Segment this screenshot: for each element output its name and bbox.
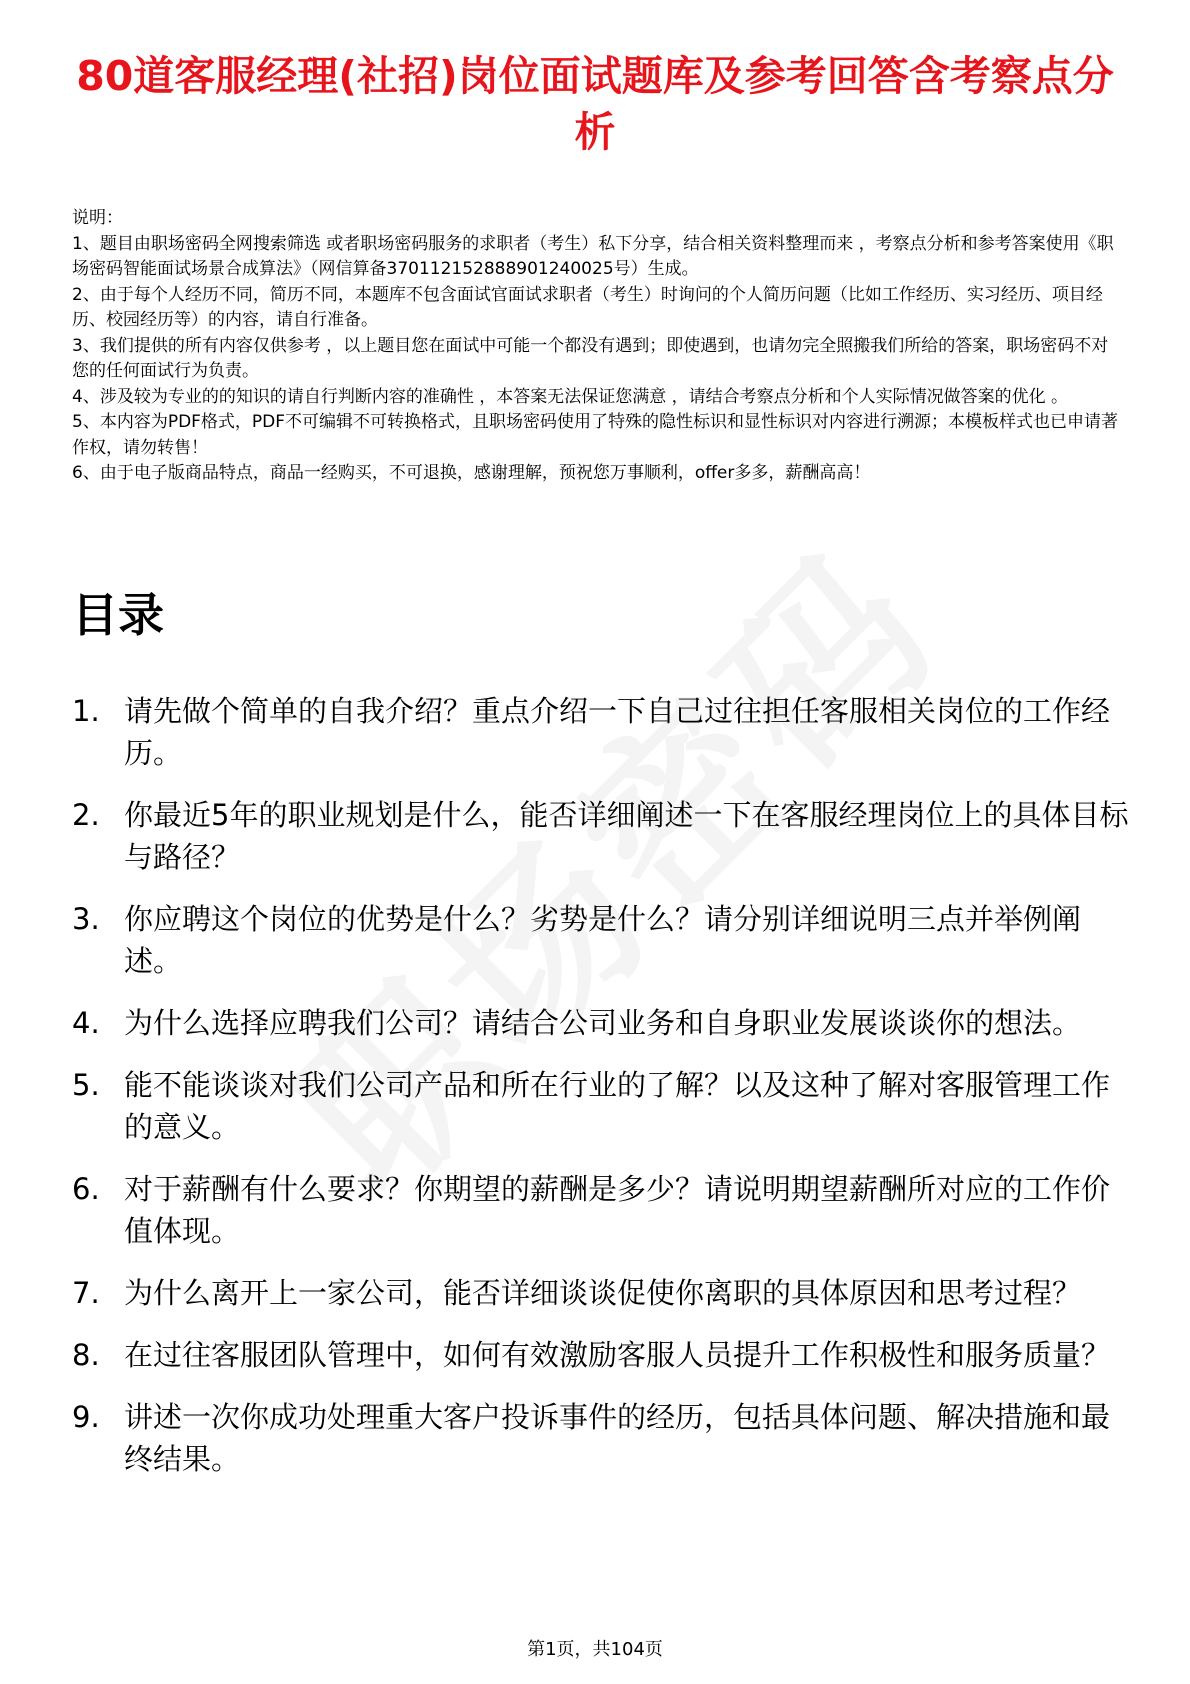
toc-item-number: 1.	[72, 694, 100, 728]
toc-item[interactable]	[72, 1334, 1132, 1376]
notes-item: 3、我们提供的所有内容仅供参考 ，以上题目您在面试中可能一个都没有遇到；即使遇到，也请勿完全照搬我们所给的答案，职场密码不对您的任何面试行为负责。	[72, 335, 1109, 381]
toc-item-number: 6.	[72, 1172, 100, 1206]
toc-item[interactable]	[72, 794, 1132, 878]
toc-item-text: 在过往客服团队管理中，如何有效激励客服人员提升工作积极性和服务质量？	[124, 1338, 1111, 1372]
toc-item[interactable]	[72, 690, 1132, 774]
toc-item-number: 3.	[72, 902, 100, 936]
toc-item-text: 你应聘这个岗位的优势是什么？劣势是什么？请分别详细说明三点并举例阐述。	[124, 902, 1082, 978]
toc-item-number: 4.	[72, 1006, 100, 1040]
toc-item-text: 为什么离开上一家公司，能否详细谈谈促使你离职的具体原因和思考过程？	[124, 1276, 1082, 1310]
toc-item-text: 讲述一次你成功处理重大客户投诉事件的经历，包括具体问题、解决措施和最终结果。	[124, 1400, 1111, 1476]
notes-item: 4、涉及较为专业的的知识的请自行判断内容的准确性 ，本答案无法保证您满意 ，请结合考察点分析和个人实际情况做答案的优化 。	[72, 386, 1069, 407]
notes-section	[72, 206, 1122, 487]
toc-item[interactable]	[72, 1064, 1132, 1148]
toc-item-number: 7.	[72, 1276, 100, 1310]
toc-item[interactable]	[72, 1168, 1132, 1252]
notes-item: 2、由于每个人经历不同，简历不同，本题库不包含面试官面试求职者（考生）时询问的个人简历问题（比如工作经历、实习经历、项目经历、校园经历等）的内容，请自行准备。	[72, 284, 1103, 330]
toc-heading: 目录	[72, 588, 164, 642]
toc-item-text: 你最近5年的职业规划是什么，能否详细阐述一下在客服经理岗位上的具体目标与路径？	[124, 798, 1129, 874]
toc-item-text: 为什么选择应聘我们公司？请结合公司业务和自身职业发展谈谈你的想法。	[124, 1006, 1082, 1040]
toc-item[interactable]	[72, 1396, 1132, 1480]
notes-item: 6、由于电子版商品特点，商品一经购买，不可退换，感谢理解，预祝您万事顺利，offer多多，薪酬高高！	[72, 463, 871, 483]
toc-item-text: 请先做个简单的自我介绍？重点介绍一下自己过往担任客服相关岗位的工作经历。	[124, 694, 1111, 770]
toc-item[interactable]	[72, 1002, 1132, 1044]
toc-item-number: 2.	[72, 798, 100, 832]
toc-item-number: 8.	[72, 1338, 100, 1372]
toc-item-text: 对于薪酬有什么要求？你期望的薪酬是多少？请说明期望薪酬所对应的工作价值体现。	[124, 1172, 1111, 1248]
toc-item[interactable]	[72, 898, 1132, 982]
page-footer: 第1页，共104页	[527, 1639, 663, 1660]
notes-item: 5、本内容为PDF格式，PDF不可编辑不可转换格式，且职场密码使用了特殊的隐性标识和显性标识对内容进行溯源；本模板样式也已申请著作权，请勿转售！	[72, 412, 1119, 458]
notes-heading: 说明：	[72, 208, 123, 228]
toc-item-text: 能不能谈谈对我们公司产品和所在行业的了解？以及这种了解对客服管理工作的意义。	[124, 1068, 1111, 1144]
toc-item-number: 5.	[72, 1068, 100, 1102]
toc-item[interactable]	[72, 1272, 1132, 1314]
toc-item-number: 9.	[72, 1400, 100, 1434]
document-title: 80道客服经理(社招)岗位面试题库及参考回答含考察点分析	[76, 52, 1114, 156]
notes-item: 1、题目由职场密码全网搜索筛选 或者职场密码服务的求职者（考生）私下分享，结合相关资料整理而来 ，考察点分析和参考答案使用《职场密码智能面试场景合成算法》（网信算备370112152888901240025号）生成。	[72, 233, 1114, 279]
toc-list	[72, 690, 1132, 1500]
